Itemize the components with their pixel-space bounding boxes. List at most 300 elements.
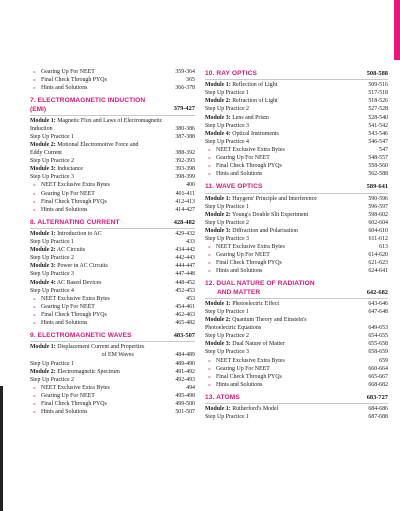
chapter-heading-row bbox=[205, 394, 388, 402]
toc-entry-title bbox=[30, 368, 175, 376]
toc-entry[interactable] bbox=[30, 303, 195, 311]
toc-entry-title bbox=[205, 316, 368, 332]
toc-entry-title bbox=[30, 360, 175, 368]
page-range: 393-398 bbox=[175, 166, 195, 173]
toc-entry-title bbox=[205, 105, 368, 113]
toc-entry-title bbox=[205, 332, 368, 340]
module-label: Module 1: bbox=[205, 195, 231, 202]
toc-entry-title bbox=[205, 365, 368, 373]
module-title: Refraction of Light bbox=[232, 98, 278, 105]
module-label: Module 2: bbox=[30, 368, 56, 375]
toc-entry-title bbox=[205, 308, 368, 316]
toc-entry[interactable] bbox=[205, 105, 388, 113]
toc-entry[interactable] bbox=[205, 405, 388, 413]
chapter-name: ELECTROMAGNETIC WAVES bbox=[37, 332, 132, 340]
page-range: 659 bbox=[379, 357, 388, 364]
toc-entry[interactable] bbox=[30, 254, 195, 262]
chapter-name: RAY OPTICS bbox=[216, 70, 257, 77]
chapter-name-continued: AND MATTER bbox=[217, 288, 261, 296]
toc-entry[interactable] bbox=[205, 211, 388, 219]
practice-title: Step Up Practice 2 bbox=[30, 376, 75, 383]
bullet-item-title: Final Check Through PYQs bbox=[41, 311, 107, 318]
bullet-item-title: Gearing Up For NEET bbox=[216, 252, 270, 259]
toc-entry-title bbox=[30, 319, 175, 327]
toc-entry-title bbox=[205, 340, 368, 348]
chapter-heading[interactable] bbox=[30, 95, 195, 115]
toc-entry[interactable] bbox=[30, 68, 195, 76]
toc-entry[interactable] bbox=[205, 130, 388, 138]
toc-entry-title bbox=[30, 173, 175, 181]
toc-entry[interactable] bbox=[30, 246, 195, 254]
toc-entry[interactable] bbox=[30, 84, 195, 92]
page-range: 614-620 bbox=[368, 252, 388, 259]
chapter-page-range: 589-641 bbox=[366, 183, 388, 191]
toc-entry[interactable] bbox=[205, 365, 388, 373]
page-range: 433 bbox=[186, 239, 195, 246]
toc-entry-title bbox=[30, 311, 175, 319]
toc-entry[interactable] bbox=[205, 89, 388, 97]
toc-entry[interactable] bbox=[205, 348, 388, 356]
page-range: 365 bbox=[186, 77, 195, 84]
chapter-heading-row bbox=[30, 219, 195, 227]
toc-entry[interactable] bbox=[205, 114, 388, 122]
chapter-name: WAVE OPTICS bbox=[216, 183, 263, 191]
module-title: Dual Nature of Matter bbox=[232, 341, 285, 348]
module-title: Huygens' Principle and Interference bbox=[232, 195, 317, 202]
toc-entry-title bbox=[205, 170, 368, 178]
page-range: 547 bbox=[379, 146, 388, 153]
toc-entry-title bbox=[205, 130, 368, 138]
toc-entry[interactable] bbox=[30, 173, 195, 181]
page-range: 541-542 bbox=[368, 122, 388, 129]
page-range: 398-399 bbox=[175, 174, 195, 181]
toc-entry-title bbox=[30, 246, 175, 254]
bullet-item-title: NEET Exclusive Extra Bytes bbox=[41, 295, 110, 302]
practice-title: Step Up Practice 3 bbox=[205, 349, 250, 356]
toc-entry-title bbox=[30, 68, 175, 76]
toc-entry-title bbox=[30, 408, 175, 416]
page-range: 448-452 bbox=[175, 279, 195, 286]
bullet-item-title: Hints and Solutions bbox=[41, 85, 88, 92]
toc-entry-title bbox=[205, 146, 379, 154]
toc-entry-title bbox=[205, 243, 379, 251]
toc-entry-title bbox=[205, 373, 368, 381]
chapter-heading[interactable] bbox=[30, 217, 195, 229]
toc-entry[interactable] bbox=[30, 368, 195, 376]
bullet-item-title: NEET Exclusive Extra Bytes bbox=[216, 146, 285, 153]
chapter-number: 9. bbox=[30, 332, 36, 340]
bullet-item-title: Gearing Up For NEET bbox=[41, 303, 95, 310]
toc-entry-title bbox=[30, 84, 175, 92]
practice-title: Step Up Practice 1 bbox=[30, 133, 75, 140]
chapter-name: ATOMS bbox=[216, 393, 240, 401]
module-title-continued: Eddy Current bbox=[30, 150, 62, 157]
chapter-page-range: 428-482 bbox=[173, 218, 195, 226]
module-label: Module 2: bbox=[205, 98, 231, 105]
chapter-number: 8. bbox=[30, 218, 36, 226]
bullet-item-title: Gearing Up For NEET bbox=[41, 190, 95, 197]
module-label: Module 3: bbox=[30, 166, 56, 173]
toc-entry-title bbox=[205, 195, 368, 203]
chapter-heading-row bbox=[205, 70, 388, 78]
toc-entry[interactable] bbox=[205, 259, 388, 267]
page-range: 495-498 bbox=[175, 392, 195, 399]
toc-entry[interactable] bbox=[205, 138, 388, 146]
practice-title: Step Up Practice 3 bbox=[30, 271, 75, 278]
module-label: Module 1: bbox=[30, 117, 56, 124]
toc-entry-title bbox=[30, 76, 186, 84]
toc-entry[interactable] bbox=[30, 76, 195, 84]
toc-entry[interactable] bbox=[205, 381, 388, 389]
toc-entry[interactable] bbox=[205, 97, 388, 105]
toc-entry-title bbox=[205, 211, 368, 219]
chapter-number: 7. bbox=[30, 97, 36, 105]
toc-entry[interactable] bbox=[30, 133, 195, 141]
page-range: 509-516 bbox=[368, 82, 388, 89]
toc-entry-title bbox=[205, 259, 368, 267]
toc-entry-title bbox=[30, 190, 176, 198]
chapter-heading-row-2 bbox=[30, 105, 195, 113]
module-label: Module 3: bbox=[30, 263, 56, 270]
chapter-name: ALTERNATING CURRENT bbox=[37, 218, 120, 226]
chapter-heading[interactable] bbox=[205, 278, 388, 298]
chapter-heading[interactable] bbox=[30, 330, 195, 342]
chapter-name: ELECTROMAGNETIC INDUCTION bbox=[37, 97, 146, 105]
chapter-title bbox=[205, 280, 315, 288]
toc-entry[interactable] bbox=[205, 122, 388, 130]
toc-entry[interactable] bbox=[205, 227, 388, 235]
page-binding-edge bbox=[0, 386, 3, 511]
toc-entry[interactable] bbox=[205, 300, 388, 308]
toc-entry[interactable] bbox=[205, 340, 388, 348]
toc-entry[interactable] bbox=[30, 117, 195, 133]
toc-entry-title bbox=[205, 138, 368, 146]
module-label: Module 1: bbox=[205, 300, 231, 307]
module-label: Module 3: bbox=[205, 341, 231, 348]
toc-entry-title bbox=[30, 141, 175, 157]
module-title: Electromagnetic Spectrum bbox=[57, 368, 120, 375]
toc-entry-title bbox=[205, 300, 368, 308]
module-title: Lens and Prism bbox=[232, 114, 269, 121]
toc-entry[interactable] bbox=[205, 267, 388, 275]
chapter-title bbox=[205, 70, 257, 78]
page-range: 562-588 bbox=[368, 171, 388, 178]
bullet-item-title: NEET Exclusive Extra Bytes bbox=[41, 384, 110, 391]
page-range: 444-447 bbox=[175, 263, 195, 270]
page-range: 388-392 bbox=[175, 150, 195, 157]
toc-entry[interactable] bbox=[205, 195, 388, 203]
toc-entry-title bbox=[30, 343, 175, 359]
chapter-page-range: 683-727 bbox=[366, 393, 388, 401]
bullet-item-title: NEET Exclusive Extra Bytes bbox=[41, 182, 110, 189]
chapter-heading-row-2 bbox=[205, 289, 388, 297]
module-label: Module 4: bbox=[205, 130, 231, 137]
page-range: 596-597 bbox=[368, 203, 388, 210]
toc-entry[interactable] bbox=[30, 181, 195, 189]
page-range: 401-411 bbox=[175, 190, 195, 197]
toc-entry-title bbox=[30, 295, 186, 303]
toc-entry-title bbox=[30, 157, 175, 165]
page-range: 598-602 bbox=[368, 211, 388, 218]
chapter-heading[interactable] bbox=[205, 392, 388, 404]
bullet-item-title: Hints and Solutions bbox=[216, 268, 263, 275]
toc-entry-title bbox=[205, 219, 368, 227]
bullet-item-title: NEET Exclusive Extra Bytes bbox=[216, 357, 285, 364]
toc-entry[interactable] bbox=[30, 287, 195, 295]
chapter-heading-row bbox=[30, 97, 195, 105]
toc-entry[interactable] bbox=[30, 384, 195, 392]
module-title: Optical Instruments bbox=[232, 130, 279, 137]
toc-entry[interactable] bbox=[30, 206, 195, 214]
toc-entry[interactable] bbox=[205, 235, 388, 243]
page-range: 359-364 bbox=[175, 69, 195, 75]
module-label: Module 2: bbox=[205, 211, 231, 218]
toc-entry[interactable] bbox=[205, 413, 388, 421]
module-label: Module 2: bbox=[30, 141, 56, 148]
page-range: 414-427 bbox=[175, 206, 195, 213]
toc-entry[interactable] bbox=[30, 190, 195, 198]
toc-entry-title bbox=[205, 227, 368, 235]
chapter-name: DUAL NATURE OF RADIATION bbox=[216, 280, 315, 288]
practice-title: Step Up Practice 1 bbox=[205, 414, 250, 421]
page-range: 548-557 bbox=[368, 155, 388, 162]
module-label: Module 2: bbox=[30, 247, 56, 254]
page-range: 489-490 bbox=[175, 360, 195, 367]
toc-entry-title bbox=[205, 203, 368, 211]
bullet-item-title: Final Check Through PYQs bbox=[41, 198, 107, 205]
practice-title: Step Up Practice 1 bbox=[205, 203, 250, 210]
toc-entry-title bbox=[30, 376, 175, 384]
toc-entry[interactable] bbox=[205, 162, 388, 170]
toc-entry-title bbox=[30, 181, 186, 189]
practice-title: Step Up Practice 1 bbox=[30, 239, 75, 246]
page-range: 624-641 bbox=[368, 268, 388, 275]
page-range: 655-658 bbox=[368, 341, 388, 348]
chapter-title bbox=[30, 219, 120, 227]
practice-title: Step Up Practice 3 bbox=[205, 122, 250, 129]
practice-title: Step Up Practice 4 bbox=[205, 138, 250, 145]
page-range: 613 bbox=[379, 244, 388, 251]
toc-entry-title bbox=[205, 154, 368, 162]
page-range: 660-664 bbox=[368, 365, 388, 372]
module-title-continued: Photoelectric Equations bbox=[205, 325, 262, 332]
module-title: Reflection of Light bbox=[232, 82, 278, 89]
chapter-heading[interactable] bbox=[205, 181, 388, 193]
module-title: Power in AC Circuits bbox=[57, 263, 108, 270]
toc-entry-title bbox=[205, 235, 369, 243]
toc-entry-title bbox=[30, 270, 175, 278]
toc-entry[interactable] bbox=[30, 360, 195, 368]
page-range: 494 bbox=[186, 384, 195, 391]
module-title: Rutherford's Model bbox=[232, 406, 279, 413]
bullet-item-title: Final Check Through PYQs bbox=[41, 77, 107, 84]
page-range: 654-655 bbox=[368, 333, 388, 340]
module-title: AC Based Devices bbox=[56, 279, 102, 286]
toc-entry-title bbox=[30, 287, 175, 295]
toc-entry-title bbox=[30, 198, 175, 206]
module-label: Module 1: bbox=[205, 82, 231, 89]
bullet-item-title: Final Check Through PYQs bbox=[216, 373, 282, 380]
chapter-title bbox=[205, 394, 240, 402]
practice-title: Step Up Practice 2 bbox=[205, 333, 250, 340]
toc-entry-title bbox=[205, 251, 368, 259]
toc-right-column bbox=[205, 68, 388, 421]
toc-entry-title bbox=[205, 114, 368, 122]
toc-entry[interactable] bbox=[205, 219, 388, 227]
toc-entry[interactable] bbox=[30, 279, 195, 287]
module-title: Diffraction and Polarisation bbox=[232, 227, 298, 234]
toc-entry[interactable] bbox=[30, 230, 195, 238]
module-label: Module 1: bbox=[30, 231, 56, 238]
bullet-item-title: NEET Exclusive Extra Bytes bbox=[216, 244, 285, 251]
toc-entry-title bbox=[30, 165, 175, 173]
chapter-page-range: 379-427 bbox=[173, 105, 195, 113]
bullet-item-title: Hints and Solutions bbox=[41, 320, 88, 327]
module-title-continued: of EM Waves bbox=[101, 352, 134, 359]
page-range: 611-612 bbox=[368, 236, 388, 242]
toc-entry[interactable] bbox=[30, 392, 195, 400]
page-range: 604-610 bbox=[368, 227, 388, 234]
toc-entry[interactable] bbox=[30, 311, 195, 319]
page-range: 366-378 bbox=[175, 85, 195, 92]
page-range: 558-560 bbox=[368, 163, 388, 170]
chapter-number: 13. bbox=[205, 393, 215, 401]
toc-entry-title bbox=[205, 81, 368, 89]
practice-title: Step Up Practice 4 bbox=[30, 287, 75, 294]
toc-entry-title bbox=[205, 89, 368, 97]
toc-entry[interactable] bbox=[205, 170, 388, 178]
toc-entry[interactable] bbox=[30, 319, 195, 327]
module-label: Module 2: bbox=[205, 317, 231, 324]
page-range: 434-442 bbox=[175, 247, 195, 254]
page-range: 649-653 bbox=[368, 325, 388, 332]
chapter-page-range: 483-507 bbox=[173, 332, 195, 340]
page-range: 484-489 bbox=[175, 352, 195, 359]
toc-entry-title bbox=[30, 303, 175, 311]
toc-entry[interactable] bbox=[205, 243, 388, 251]
toc-entry-title bbox=[30, 384, 186, 392]
page-range: 590-596 bbox=[368, 195, 388, 202]
chapter-number: 12. bbox=[205, 280, 215, 288]
toc-entry[interactable] bbox=[205, 308, 388, 316]
page-range: 400 bbox=[186, 182, 195, 189]
module-label: Module 3: bbox=[205, 227, 231, 234]
toc-entry-title bbox=[205, 348, 368, 356]
chapter-number: 11. bbox=[205, 183, 215, 191]
bullet-item-title: Gearing Up For NEET bbox=[216, 155, 270, 162]
toc-entry-title bbox=[30, 392, 175, 400]
practice-title: Step Up Practice 3 bbox=[205, 236, 250, 242]
page-range: 643-646 bbox=[368, 300, 388, 307]
toc-entry[interactable] bbox=[205, 251, 388, 259]
bullet-item-title: Gearing Up For NEET bbox=[41, 69, 95, 75]
toc-entry[interactable] bbox=[30, 141, 195, 157]
toc-entry-title bbox=[30, 133, 175, 141]
practice-title: Step Up Practice 3 bbox=[30, 174, 75, 181]
toc-entry[interactable] bbox=[30, 270, 195, 278]
page-range: 527-528 bbox=[368, 106, 388, 113]
page-range: 442-443 bbox=[175, 255, 195, 262]
practice-title: Step Up Practice 2 bbox=[205, 219, 250, 226]
toc-entry-title bbox=[30, 117, 175, 133]
page-range: 684-686 bbox=[368, 406, 388, 413]
toc-entry[interactable] bbox=[205, 154, 388, 162]
page-range: 518-526 bbox=[368, 98, 388, 105]
module-title: Motional Electromotive Force and bbox=[57, 141, 139, 148]
bullet-item-title: Final Check Through PYQs bbox=[216, 260, 282, 267]
toc-entry[interactable] bbox=[30, 400, 195, 408]
practice-title: Step Up Practice 1 bbox=[205, 308, 250, 315]
toc-entry-title bbox=[205, 381, 368, 389]
toc-entry[interactable] bbox=[30, 198, 195, 206]
toc-entry-title bbox=[30, 238, 186, 246]
chapter-page-range: 642-682 bbox=[366, 288, 388, 296]
module-label: Module 1: bbox=[205, 406, 231, 413]
page-range: 412-413 bbox=[175, 198, 195, 205]
toc-entry-title bbox=[30, 279, 175, 287]
module-label: Module 1: bbox=[30, 344, 56, 351]
module-label: Module 4: bbox=[30, 279, 56, 286]
module-title: Introduction to AC bbox=[57, 231, 102, 238]
bullet-item-title: Hints and Solutions bbox=[41, 206, 88, 213]
module-title: Quantum Theory and Einstein's bbox=[232, 317, 307, 324]
toc-entry-title bbox=[205, 413, 368, 421]
toc-entry-title bbox=[30, 254, 175, 262]
page-range: 387-388 bbox=[175, 133, 195, 140]
page-range: 380-386 bbox=[175, 125, 195, 132]
page-range: 501-507 bbox=[175, 409, 195, 416]
toc-entry[interactable] bbox=[30, 238, 195, 246]
toc-entry[interactable] bbox=[205, 203, 388, 211]
practice-title: Step Up Practice 2 bbox=[30, 158, 75, 165]
toc-entry[interactable] bbox=[205, 357, 388, 365]
page-range: 465-482 bbox=[175, 320, 195, 327]
toc-entry[interactable] bbox=[205, 373, 388, 381]
toc-entry[interactable] bbox=[30, 262, 195, 270]
toc-entry[interactable] bbox=[30, 343, 195, 359]
toc-entry[interactable] bbox=[205, 332, 388, 340]
toc-entry[interactable] bbox=[205, 316, 388, 332]
page-range: 462-463 bbox=[175, 311, 195, 318]
chapter-heading[interactable] bbox=[205, 68, 388, 80]
page-range: 429-432 bbox=[175, 231, 195, 238]
chapter-page-range: 508-588 bbox=[366, 70, 388, 77]
toc-entry[interactable] bbox=[205, 146, 388, 154]
module-title: Magnetic Flux and Laws of Electromagnetic bbox=[57, 117, 163, 124]
chapter-name-continued: (EMI) bbox=[30, 105, 47, 113]
bullet-item-title: Final Check Through PYQs bbox=[41, 401, 107, 407]
page-range: 499-500 bbox=[175, 401, 195, 407]
page-range: 452-453 bbox=[175, 287, 195, 294]
toc-entry-title bbox=[205, 357, 379, 365]
page-range: 658-659 bbox=[368, 349, 388, 356]
toc-entry[interactable] bbox=[30, 376, 195, 384]
module-title-continued: Induction bbox=[30, 125, 53, 132]
toc-entry[interactable] bbox=[30, 295, 195, 303]
bullet-item-title: Hints and Solutions bbox=[216, 381, 263, 388]
toc-entry[interactable] bbox=[30, 157, 195, 165]
page-range: 528-540 bbox=[368, 114, 388, 121]
toc-entry[interactable] bbox=[205, 81, 388, 89]
page-range: 543-546 bbox=[368, 130, 388, 137]
toc-entry[interactable] bbox=[30, 165, 195, 173]
toc-entry[interactable] bbox=[30, 408, 195, 416]
page-range: 454-461 bbox=[175, 303, 195, 310]
practice-title: Step Up Practice 2 bbox=[205, 106, 250, 113]
page-range: 517-518 bbox=[368, 90, 388, 97]
page-range: 453 bbox=[186, 295, 195, 302]
toc-entry-title bbox=[30, 230, 175, 238]
